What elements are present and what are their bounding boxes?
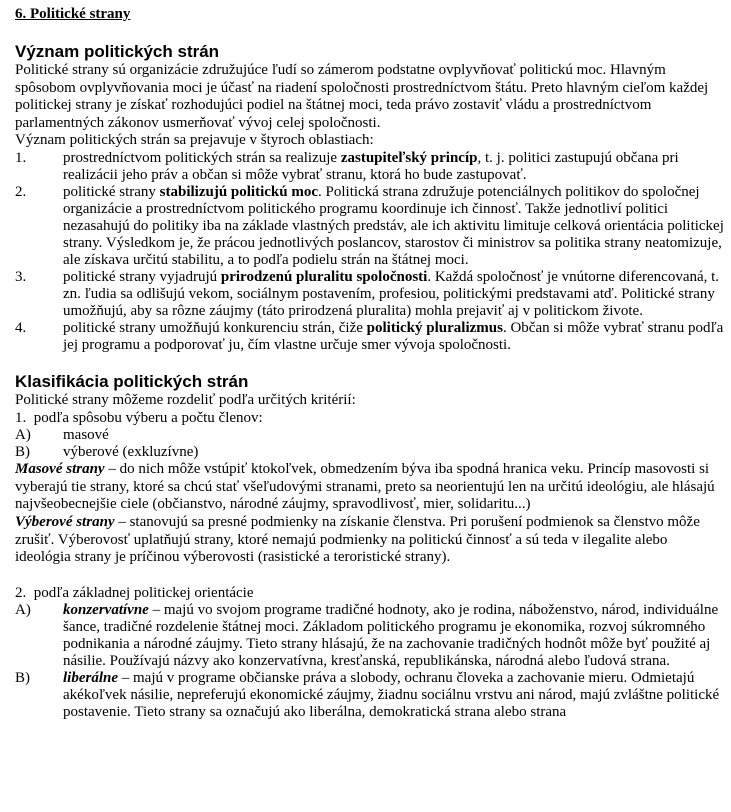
- list-item: [15, 269, 725, 320]
- option-item: B) výberové (exkluzívne): [15, 444, 199, 461]
- item-key-term: zastupiteľský princíp: [340, 149, 478, 166]
- item-text: politické strany umožňujú konkurenciu strán, čiže politický pluralizmus. Občan si môže vybrať stranu podľa jej programu a podporovať ju, čím vlastne určuje smer vývoja spoločnosti.: [63, 319, 724, 353]
- item-text: politické strany stabilizujú politickú moc. Politická strana združuje potenciálnych politikov do spoločnej organizácie a prostredníctvom politického programu koordinuje ich činnosť. Takže jednotliví politici nezasahujú do politiky iba na základe vlastných predstáv, ale ich aktivitu limituje celková orientácia politickej strany. Výsledkom je, že prácou jednotlivých poslancov, starostov či ministrov sa politika strany neatomizuje, ale získava určitú stabilitu, a to podľa podielu strán na štátnej moci.: [63, 183, 724, 268]
- item-number: 2.: [15, 183, 27, 200]
- option-item: B) liberálne – majú v programe občianske práva a slobody, ochranu človeka a zachovanie mieru. Odmietajú akékoľvek násilie, nepreferujú ekonomické záujmy, žiadnu sociálnu vrstvu ani národ, majú zvláštne politické postavenie. Tieto strany sa označujú ako liberálna, demokratická strana alebo strana: [15, 670, 720, 721]
- item-text: politické strany vyjadrujú prirodzenú pluralitu spoločnosti. Každá spoločnosť je vnútorne diferencovaná, t. zn. ľudia sa odlišujú vekom, sociálnym postavením, profesiou, politickými predstavami atď. Politické strany umožňujú, aby sa rôzne záujmy (táto prirodzená pluralita) mohla prejaviť aj v politickom živote.: [63, 268, 720, 319]
- selective-parties-paragraph: Výberové strany – stanovujú sa presné podmienky na získanie členstva. Pri porušení podmienok sa členstvo môže zrušiť. Výberovosť uplatňujú strany, ktoré nemajú podmienky na politickú činnosť a sú teda v ilegalite alebo ideológia strany je príčinou výberovosti (rasistické a teroristické strany).: [15, 513, 700, 566]
- term-liberal: liberálne: [63, 670, 118, 687]
- section-heading-significance: Význam politických strán: [15, 42, 220, 61]
- option-item: A) konzervatívne – majú vo svojom programe tradičné hodnoty, ako je rodina, náboženstvo, národ, individuálne šance, tradičné rozdelenie štátnej moci. Základom politického programu je ekonomika, rozvoj súkromného podnikania a národné záujmy. Tieto strany hlásajú, že na zachovanie tradičných hodnôt môže byť použité aj násilie. Používajú názvy ako konzervatívna, kresťanská, republikánska, národná alebo ľudová strana.: [15, 602, 719, 670]
- item-text: prostredníctvom politických strán sa realizuje zastupiteľský princíp, t. j. politici zastupujú občana pri realizácii jeho práv a občan si môže vybrať stranu, ktorá ho bude zastupovať.: [63, 149, 679, 183]
- chapter-title: 6. Politické strany: [15, 6, 131, 22]
- item-number: 1.: [15, 149, 27, 166]
- term-mass-parties: Masové strany: [15, 461, 105, 478]
- list-item: [15, 184, 725, 269]
- term-selective-parties: Výberové strany: [15, 513, 115, 530]
- lead-sentence: Význam politických strán sa prejavuje v štyroch oblastiach:: [15, 132, 374, 149]
- item-key-term: politický pluralizmus: [366, 319, 503, 336]
- mass-parties-paragraph: Masové strany – do nich môže vstúpiť ktokoľvek, obmedzením býva iba spodná hranica veku. Princíp masovosti si vyberajú tie strany, ktoré sa chcú stať všeľudovými stranami, preto sa neorientujú len na určitú ideológiu, ale hlásajú najvšeobecnejšie ciele (občianstvo, národné záujmy, spravodlivosť, mier, solidaritu...): [15, 461, 715, 513]
- option-item: A) masové: [15, 427, 109, 444]
- criterion-1: 1. podľa spôsobu výberu a počtu členov:: [15, 409, 263, 426]
- list-item: [15, 320, 725, 354]
- section-heading-classification: Klasifikácia politických strán: [15, 371, 249, 391]
- intro-paragraph: Politické strany sú organizácie združujúce ľudí so zámerom podstatne ovplyvňovať politickú moc. Hlavným spôsobom ovplyvňovania moci je účasť na riadení spoločnosti prostredníctvom štátu. Preto hlavným cieľom každej politickej strany je získať rozhodujúci podiel na štátnej moci, teda právo zostaviť vládu a prostredníctvom parlamentných zákonov usmerňovať vývoj celej spoločnosti.: [15, 62, 709, 131]
- item-number: 4.: [15, 319, 27, 336]
- item-key-term: stabilizujú politickú moc: [159, 183, 319, 200]
- document-page: [15, 4, 725, 721]
- item-number: 3.: [15, 268, 27, 285]
- term-conservative: konzervatívne: [63, 602, 149, 619]
- criterion-2: 2. podľa základnej politickej orientácie: [15, 584, 254, 601]
- lead-sentence: Politické strany môžeme rozdeliť podľa určitých kritérií:: [15, 391, 356, 408]
- list-item: [15, 150, 725, 184]
- item-key-term: prirodzenú pluralitu spoločnosti: [220, 268, 428, 285]
